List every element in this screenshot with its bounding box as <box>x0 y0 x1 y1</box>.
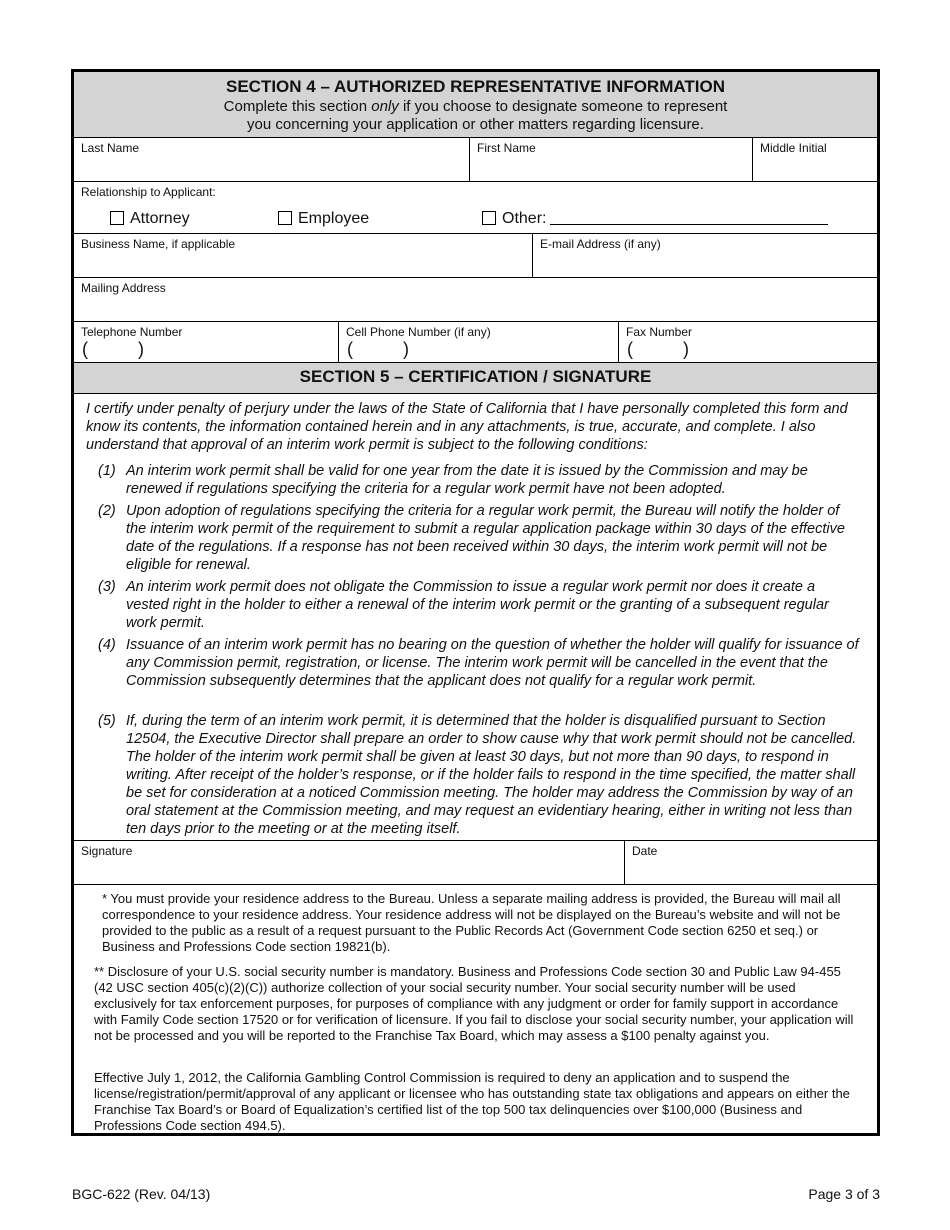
relationship-row <box>74 181 877 233</box>
relationship-label: Relationship to Applicant: <box>81 185 216 199</box>
middle-initial-label: Middle Initial <box>760 141 827 155</box>
signature-label: Signature <box>81 844 133 858</box>
section5-header <box>74 362 877 393</box>
condition-item: (5) If, during the term of an interim work permit, it is determined that the holder is disqualified pursuant to Section 12504, the Executive Director shall prepare an order to show cause why that work permit should not be cancelled. The holder of the interim work permit shall be given at least 30 days, but not more than 90 days, to respond in writing. After receipt of the holder’s response, or if the holder fails to respond in the time specified, the matter shall be set for consideration at a noticed Commission meeting. The holder may address the Commission by way of an oral statement at the Commission meeting, and may request an evidentiary hearing, either in writing not less than ten days prior to the meeting or at the meeting itself. <box>98 713 857 837</box>
condition-item: (3) An interim work permit does not obligate the Commission to issue a regular work permit nor does it create a vested right in the holder to either a renewal of the interim work permit or the granting of a subsequent regular work permit. <box>98 579 829 631</box>
last-name-field[interactable] <box>74 138 469 181</box>
certification-body <box>74 393 877 840</box>
section4-instructions-line2: you concerning your application or other matters regarding licensure. <box>247 116 704 133</box>
telephone-area-code: ( ) <box>82 339 144 359</box>
last-name-label: Last Name <box>81 141 140 155</box>
cell-phone-field[interactable] <box>338 322 618 362</box>
other-input-line[interactable] <box>550 210 828 225</box>
employee-checkbox[interactable] <box>278 211 292 225</box>
tax-delinquency-note: Effective July 1, 2012, the California Gambling Control Commission is required to deny an application and to suspend the license/registration/permit/approval of any applicant or licensee who has outstanding state tax obligations and appears on either the Franchise Tax Board’s or Board of Equalization’s certified list of the top 500 tax delinquencies over $100,000 (Business and Professions Code section 494.5). <box>94 1070 850 1133</box>
section5-title: SECTION 5 – CERTIFICATION / SIGNATURE <box>299 367 652 386</box>
section4-header <box>74 72 877 137</box>
page-number: Page 3 of 3 <box>808 1186 880 1202</box>
attorney-checkbox[interactable] <box>110 211 124 225</box>
section4-instructions-line1: Complete this section only if you choose to designate someone to represent <box>223 98 728 115</box>
residence-address-note: * You must provide your residence address to the Bureau. Unless a separate mailing address is provided, the Bureau will mail all correspondence to your residence address. Your residence address will not be displayed on the Bureau’s website and will not be provided to the public as a result of a request pursuant to the Public Records Act (Government Code section 6250 et seq.) or Business and Professions Code section 19821(b). <box>102 891 841 954</box>
mailing-address-field[interactable] <box>74 277 877 321</box>
first-name-field[interactable] <box>469 138 752 181</box>
date-field[interactable] <box>624 841 877 884</box>
business-row <box>74 233 877 277</box>
business-name-label: Business Name, if applicable <box>81 237 236 251</box>
notes-section <box>74 884 877 1133</box>
date-label: Date <box>632 844 658 858</box>
ssn-disclosure-note: ** Disclosure of your U.S. social security number is mandatory. Business and Professions Code section 30 and Public Law 94-455 (42 USC section 405(c)(2)(C)) authorize collection of your social security number. Your social security number will be used exclusively for tax enforcement purposes, for purposes of compliance with any judgment or order for family support in accordance with Family Code section 17520 or for verification of licensure. If you fail to disclose your social security number, your application will not be processed and you will be reported to the Franchise Tax Board, which may assess a $100 penalty against you. <box>94 964 854 1043</box>
fax-field[interactable] <box>618 322 877 362</box>
condition-item: (1) An interim work permit shall be valid for one year from the date it is issued by the Commission and may be renewed if regulations specifying the criteria for a regular work permit have not been adopted. <box>98 463 808 497</box>
section4-title: SECTION 4 – AUTHORIZED REPRESENTATIVE INFORMATION <box>225 77 725 96</box>
middle-initial-field[interactable] <box>752 138 877 181</box>
business-name-field[interactable] <box>74 234 532 277</box>
signature-row <box>74 840 877 884</box>
condition-item: (4) Issuance of an interim work permit has no bearing on the question of whether the holder will qualify for issuance of any Commission permit, registration, or license. The interim work permit will be cancelled in the event that the Commission subsequently determines that the applicant does not qualify for a regular work permit. <box>98 637 859 689</box>
email-label: E-mail Address (if any) <box>540 237 661 251</box>
email-field[interactable] <box>532 234 877 277</box>
telephone-field[interactable] <box>74 322 338 362</box>
form-id: BGC-622 (Rev. 04/13) <box>72 1186 211 1202</box>
cell-area-code: ( ) <box>347 339 409 359</box>
condition-item: (2) Upon adoption of regulations specifying the criteria for a regular work permit, the Bureau will notify the holder of the interim work permit of the requirement to submit a regular application package within 30 days of the effective date of the regulations. If a response has not been received within 30 days, the interim work permit will not be eligible for renewal. <box>98 503 845 573</box>
phone-row <box>74 321 877 362</box>
other-checkbox[interactable] <box>482 211 496 225</box>
cell-phone-label: Cell Phone Number (if any) <box>346 325 491 339</box>
fax-label: Fax Number <box>626 325 693 339</box>
certification-statement: I certify under penalty of perjury under the laws of the State of California that I have personally completed this form and know its contents, the information contained herein and in any attachments, is true, accurate, and complete. I also understand that approval of an interim work permit is subject to the following conditions: <box>86 401 848 453</box>
first-name-label: First Name <box>477 141 536 155</box>
mailing-address-label: Mailing Address <box>81 281 166 295</box>
application-form <box>71 69 880 1136</box>
name-row <box>74 137 877 181</box>
employee-option[interactable]: Employee <box>278 210 369 228</box>
other-option[interactable]: Other: <box>482 210 828 228</box>
attorney-option[interactable]: Attorney <box>110 210 190 228</box>
signature-field[interactable] <box>74 841 624 884</box>
telephone-label: Telephone Number <box>81 325 183 339</box>
fax-area-code: ( ) <box>627 339 689 359</box>
